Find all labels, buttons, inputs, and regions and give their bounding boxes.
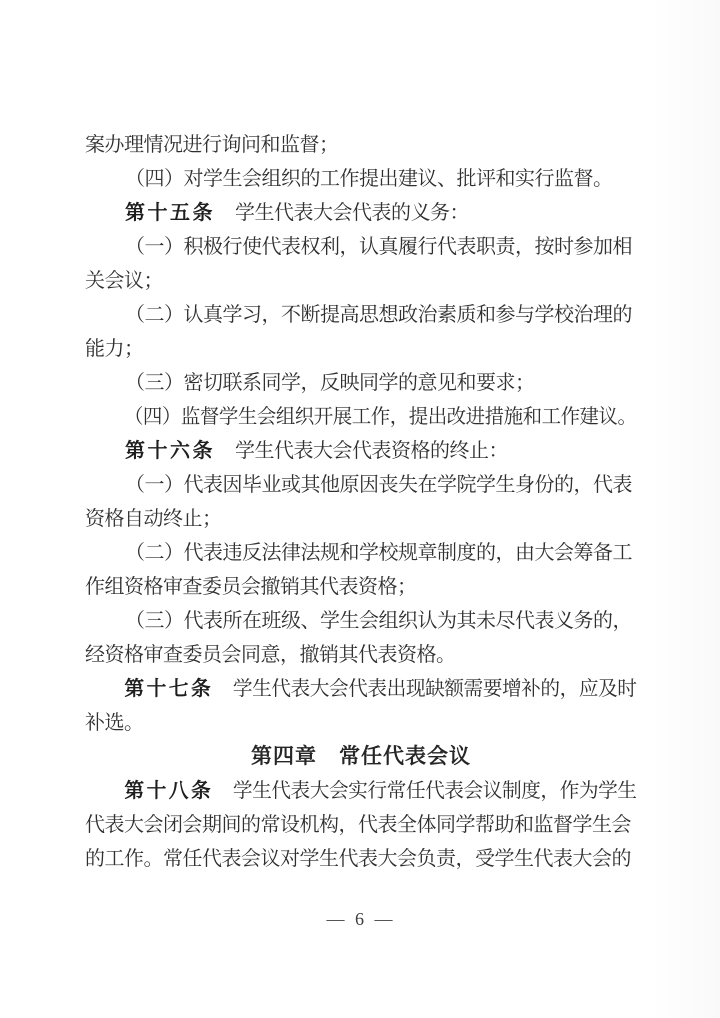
text-line: 案办理情况进行询问和监督；: [85, 134, 339, 156]
document-body: [85, 128, 637, 930]
article-number: 第十八条: [124, 780, 214, 802]
text-line: （一）代表因毕业或其他原因丧失在学院学生身份的，代表: [125, 474, 632, 496]
text-line: 的工作。常任代表会议对学生代表大会负责，受学生代表大会的: [85, 848, 631, 870]
article-number: 第十五条: [125, 202, 215, 224]
article-number: 第十七条: [124, 678, 214, 700]
text-line: 作组资格审查委员会撤销其代表资格；: [85, 576, 417, 598]
lines-container: [85, 128, 637, 876]
text-line: 经资格审查委员会同意，撤销其代表资格。: [85, 644, 456, 666]
text-line: 代表大会闭会期间的常设机构，代表全体同学帮助和监督学生会: [85, 814, 631, 836]
chapter-heading: 第四章 常任代表会议: [251, 745, 471, 768]
scan-edge-shade: [650, 0, 720, 1018]
text-line: 资格自动终止；: [85, 508, 222, 530]
text-line: （三）代表所在班级、学生会组织认为其未尽代表义务的，: [125, 610, 632, 632]
text-line: 第十七条 学生代表大会代表出现缺额需要增补的，应及时: [124, 678, 637, 700]
text-line: （三）密切联系同学，反映同学的意见和要求；: [125, 372, 535, 394]
text-line: 第十八条 学生代表大会实行常任代表会议制度，作为学生: [124, 780, 637, 802]
text-line: 第十六条 学生代表大会代表资格的终止：: [125, 440, 508, 462]
text-line: 补选。: [85, 712, 144, 734]
text-line: （二）代表违反法律法规和学校规章制度的，由大会筹备工: [125, 542, 632, 564]
text-line: 第十五条 学生代表大会代表的义务：: [125, 202, 469, 224]
text-line: （一）积极行使代表权利，认真履行代表职责，按时参加相: [125, 236, 632, 258]
page-number: — 6 —: [326, 909, 396, 929]
text-line: （二）认真学习，不断提高思想政治素质和参与学校治理的: [125, 304, 632, 326]
text-line: （四）监督学生会组织开展工作，提出改进措施和工作建议。: [123, 406, 637, 428]
text-line: 关会议；: [85, 270, 163, 292]
text-line: （四）对学生会组织的工作提出建议、批评和实行监督。: [125, 168, 613, 190]
article-number: 第十六条: [125, 440, 215, 462]
text-line: 能力；: [85, 338, 144, 360]
